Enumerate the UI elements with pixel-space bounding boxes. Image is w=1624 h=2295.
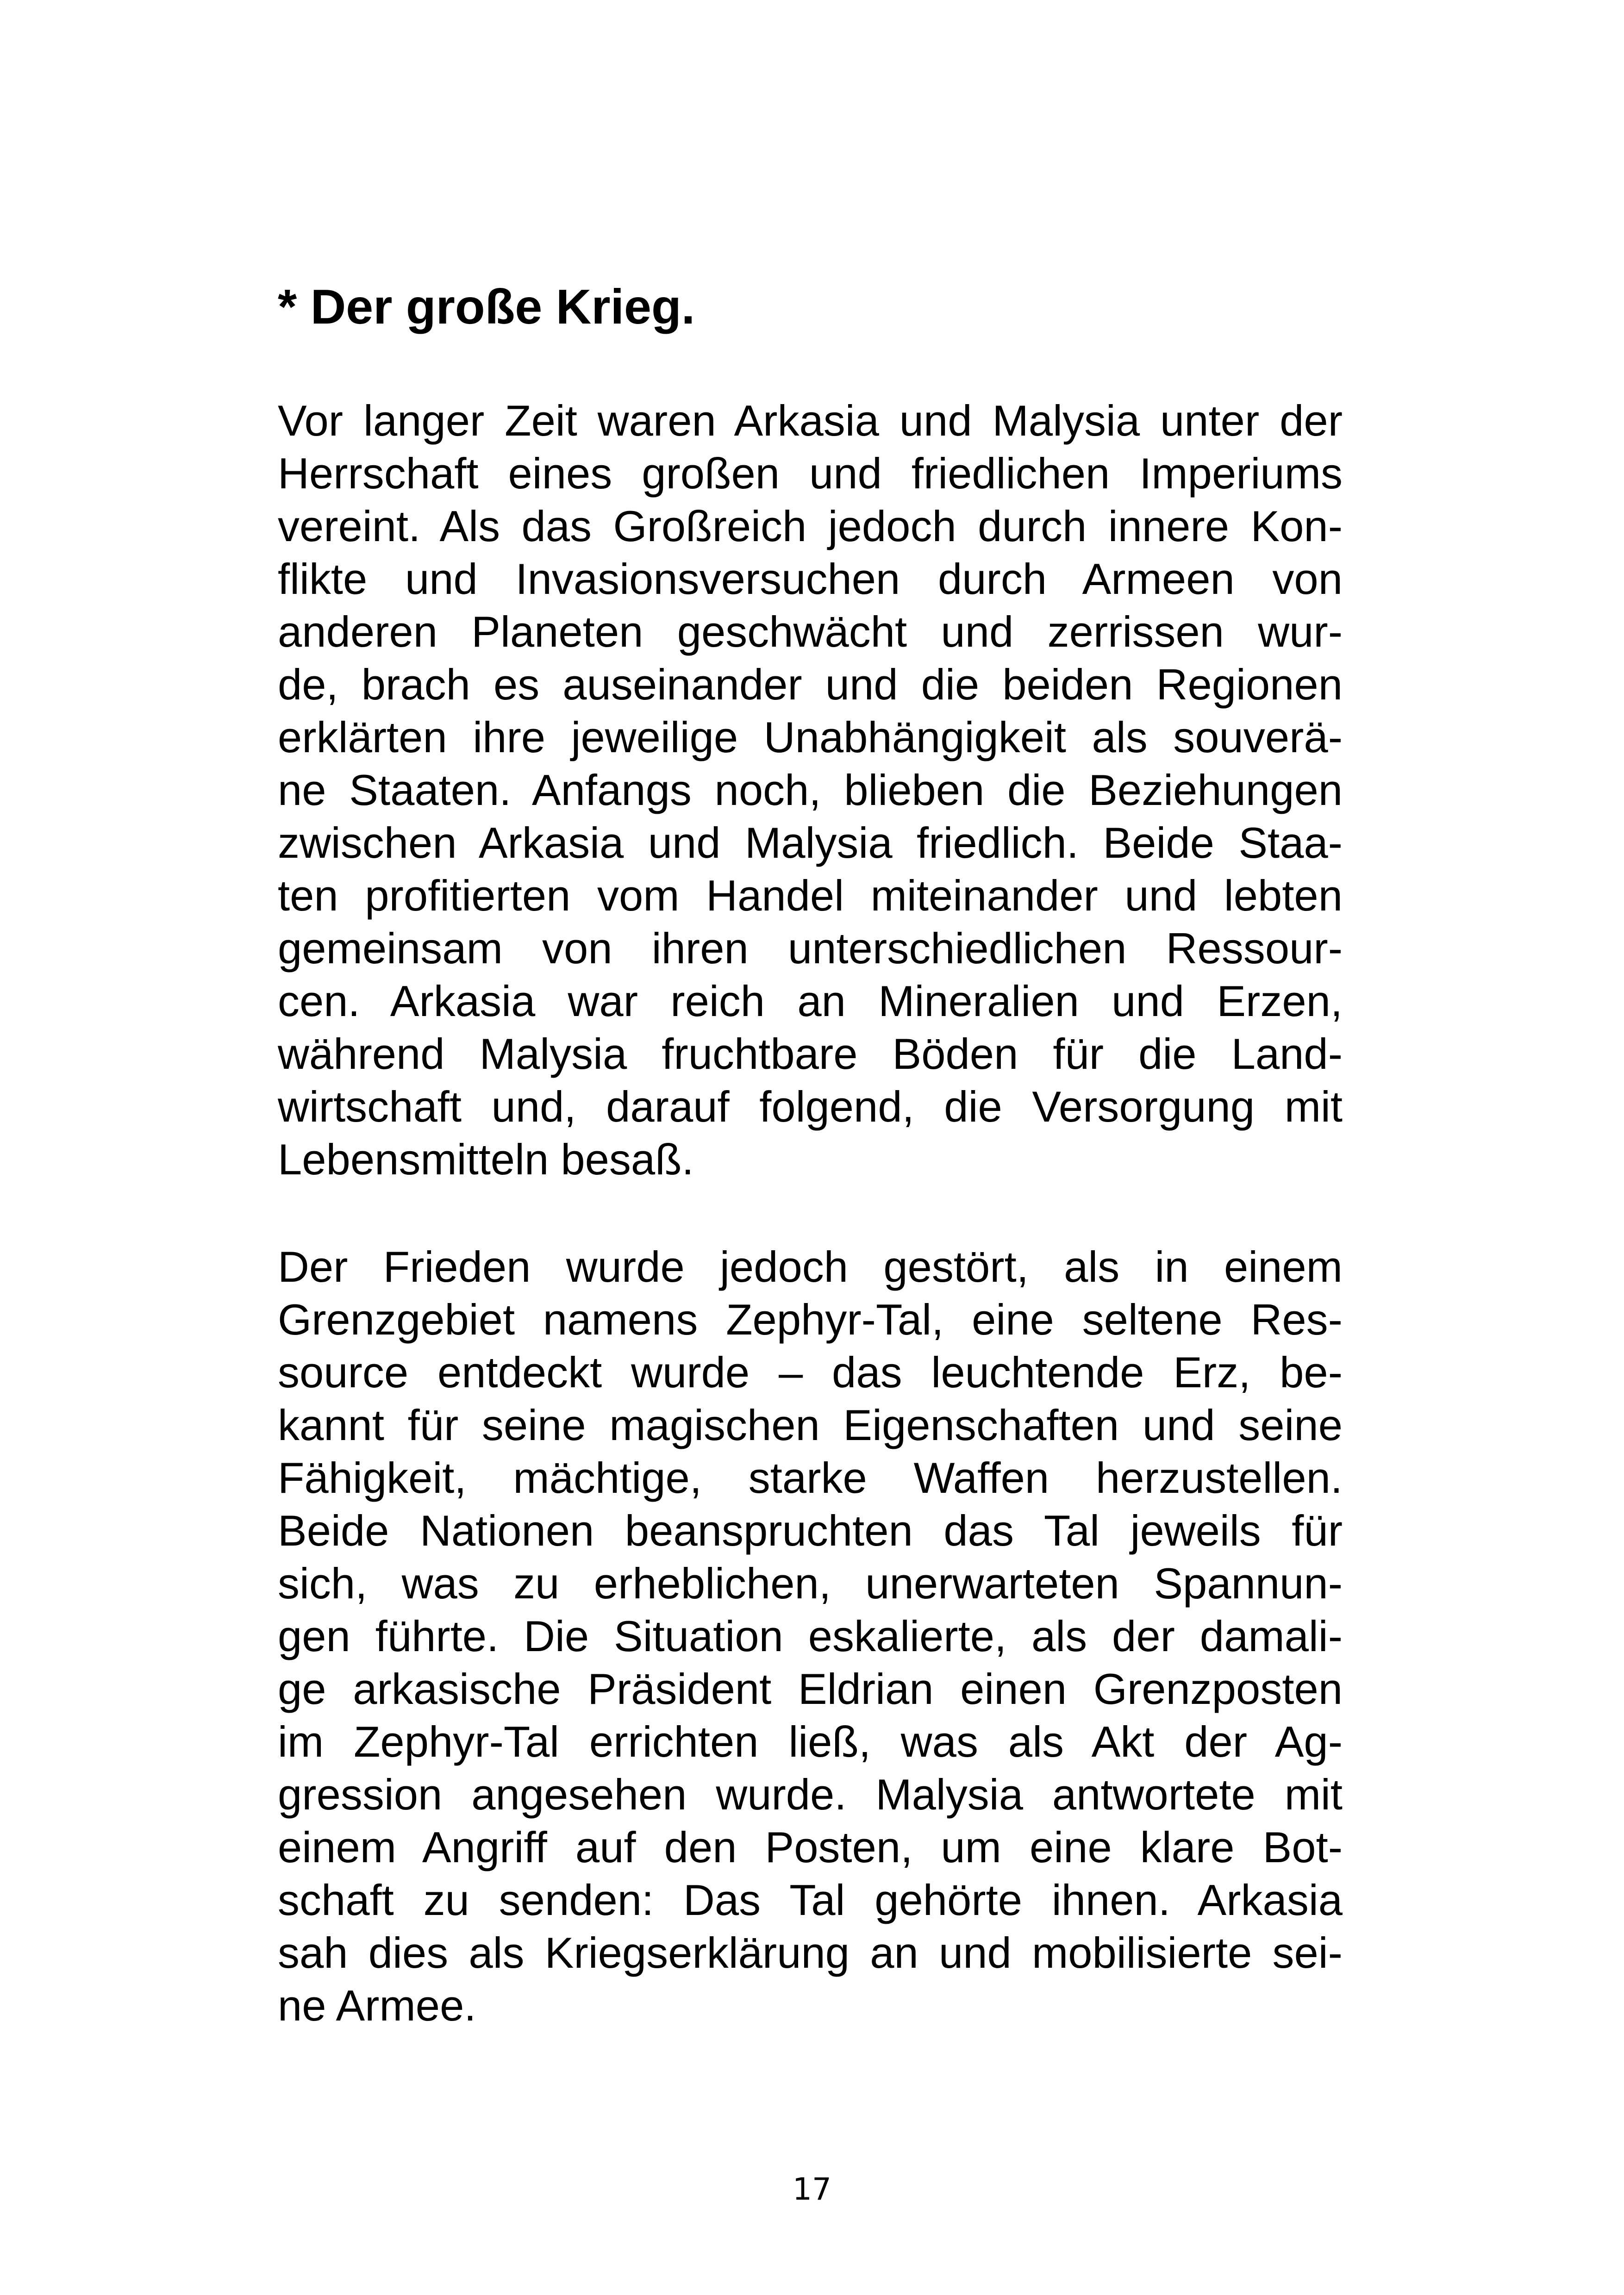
paragraph-line: ten profitierten vom Handel miteinander und lebten (278, 871, 1343, 920)
paragraph-line: gemeinsam von ihren unterschiedlichen Ressour- (278, 924, 1343, 973)
paragraph-line: Herrschaft eines großen und friedlichen Imperiums (278, 449, 1343, 498)
paragraph-line: sich, was zu erheblichen, unerwarteten Spannun- (278, 1559, 1343, 1608)
paragraph-line: erklärten ihre jeweilige Unabhängigkeit als souverä- (278, 713, 1343, 761)
paragraph-line: schaft zu senden: Das Tal gehörte ihnen. Arkasia (278, 1876, 1343, 1924)
paragraph-line: de, brach es auseinander und die beiden Regionen (278, 660, 1343, 709)
chapter-title: * Der große Krieg. (278, 280, 695, 334)
paragraph-2 (278, 1241, 1343, 2032)
paragraph-line: wirtschaft und, darauf folgend, die Versorgung mit (278, 1082, 1343, 1131)
paragraph-line: im Zephyr-Tal errichten ließ, was als Akt der Ag- (278, 1717, 1343, 1766)
paragraph-line: vereint. Als das Großreich jedoch durch innere Kon- (278, 502, 1343, 550)
paragraph-line: Der Frieden wurde jedoch gestört, als in einem (278, 1242, 1343, 1291)
paragraph-line: während Malysia fruchtbare Böden für die Land- (278, 1029, 1343, 1078)
paragraph-line: cen. Arkasia war reich an Mineralien und Erzen, (278, 977, 1343, 1025)
paragraph-line: ge arkasische Präsident Eldrian einen Grenzposten (278, 1665, 1343, 1713)
paragraph-line: ne Staaten. Anfangs noch, blieben die Beziehungen (278, 766, 1343, 814)
paragraph-line: Lebensmitteln besaß. (278, 1135, 694, 1184)
paragraph-line: zwischen Arkasia und Malysia friedlich. Beide Staa- (278, 818, 1343, 867)
paragraph-line: kannt für seine magischen Eigenschaften und seine (278, 1401, 1343, 1449)
page-number: 17 (793, 2171, 831, 2207)
paragraph-line: Vor langer Zeit waren Arkasia und Malysia unter der (278, 396, 1343, 445)
paragraph-line: Grenzgebiet namens Zephyr-Tal, eine seltene Res- (278, 1295, 1343, 1344)
paragraph-line: gen führte. Die Situation eskalierte, als der damali- (278, 1612, 1343, 1660)
paragraph-line: Beide Nationen beanspruchten das Tal jeweils für (278, 1506, 1343, 1555)
paragraph-line: Fähigkeit, mächtige, starke Waffen herzustellen. (278, 1453, 1343, 1502)
paragraph-1 (278, 394, 1343, 1186)
paragraph-line: anderen Planeten geschwächt und zerrissen wur- (278, 607, 1343, 656)
paragraph-line: einem Angriff auf den Posten, um eine klare Bot- (278, 1823, 1343, 1871)
paragraph-line: sah dies als Kriegserklärung an und mobilisierte sei- (278, 1928, 1343, 1977)
paragraph-line: ne Armee. (278, 1981, 476, 2030)
paragraph-line: gression angesehen wurde. Malysia antwortete mit (278, 1770, 1343, 1819)
paragraph-line: source entdeckt wurde – das leuchtende Erz, be- (278, 1348, 1343, 1397)
paragraph-line: flikte und Invasionsversuchen durch Armeen von (278, 555, 1343, 603)
